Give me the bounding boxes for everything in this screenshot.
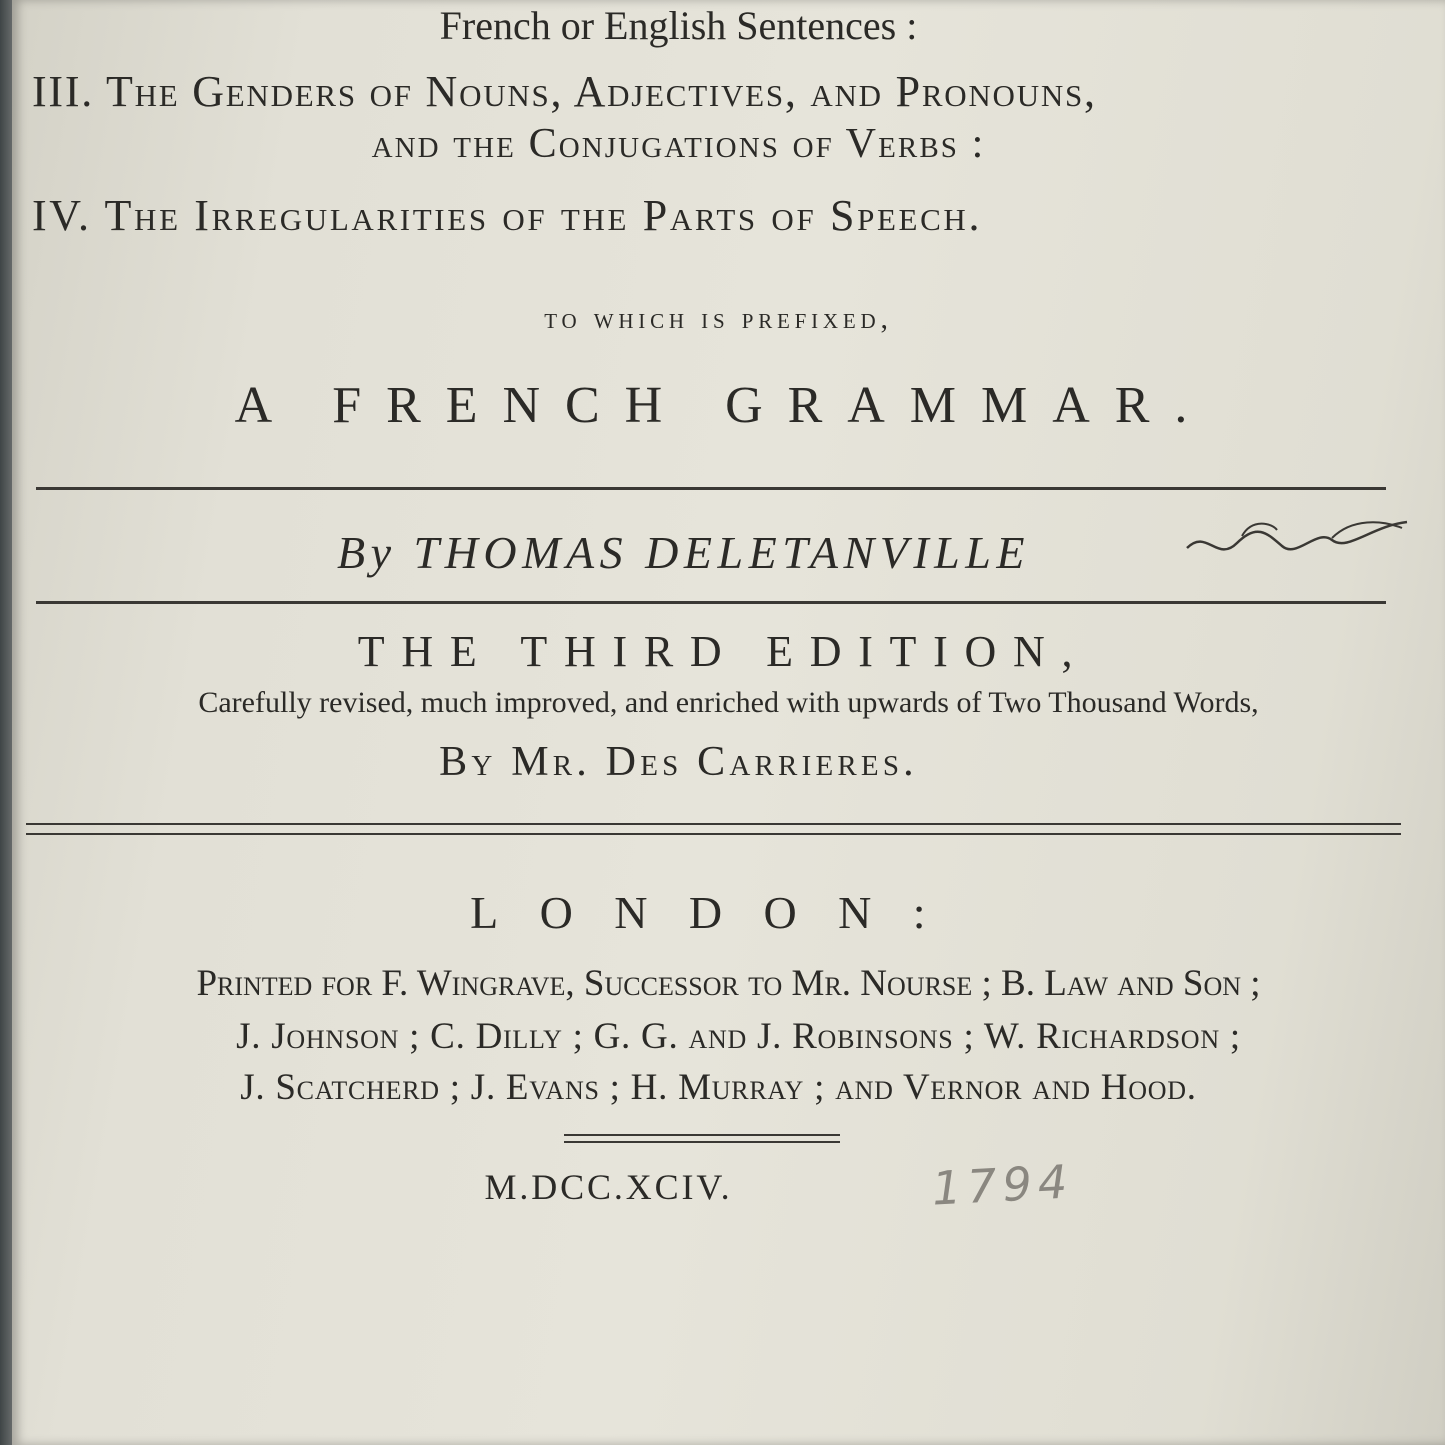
rule-3b	[26, 833, 1401, 835]
year-line: M.DCC.XCIV.	[484, 1167, 733, 1207]
printer-line-3: J. Scatcherd ; J. Evans ; H. Murray ; and Vernor and Hood.	[240, 1067, 1197, 1108]
reviser-line: By Mr. Des Carrieres.	[439, 739, 918, 785]
signature-flourish	[1182, 508, 1412, 568]
printer-line-2: J. Johnson ; C. Dilly ; G. G. and J. Robinsons ; W. Richardson ;	[236, 1016, 1241, 1057]
text-line-conjugations: and the Conjugations of Verbs :	[371, 121, 986, 167]
revised-line: Carefully revised, much improved, and enriched with upwards of Two Thousand Words,	[198, 686, 1259, 719]
rule-3a	[26, 823, 1401, 825]
london-line: LONDON:	[470, 887, 967, 938]
grammar-heading: A FRENCH GRAMMAR.	[234, 377, 1213, 434]
text-line-genders: III. The Genders of Nouns, Adjectives, and Pronouns,	[32, 67, 1097, 116]
pencil-year-annotation: 1794	[930, 1154, 1075, 1216]
edition-line: THE THIRD EDITION,	[357, 627, 1090, 676]
prefixed-line: to which is prefixed,	[544, 302, 893, 335]
rule-1	[36, 487, 1386, 490]
text-line-sentences: French or English Sentences :	[439, 3, 918, 48]
rule-4a	[564, 1134, 840, 1136]
printer-line-1: Printed for F. Wingrave, Successor to Mr. Nourse ; B. Law and Son ;	[196, 963, 1261, 1004]
rule-2	[36, 601, 1386, 604]
text-line-irregularities: IV. The Irregularities of the Parts of Speech.	[32, 191, 983, 240]
rule-4b	[564, 1141, 840, 1143]
author-line: By THOMAS DELETANVILLE	[336, 527, 1031, 578]
title-page	[12, 0, 1445, 1445]
